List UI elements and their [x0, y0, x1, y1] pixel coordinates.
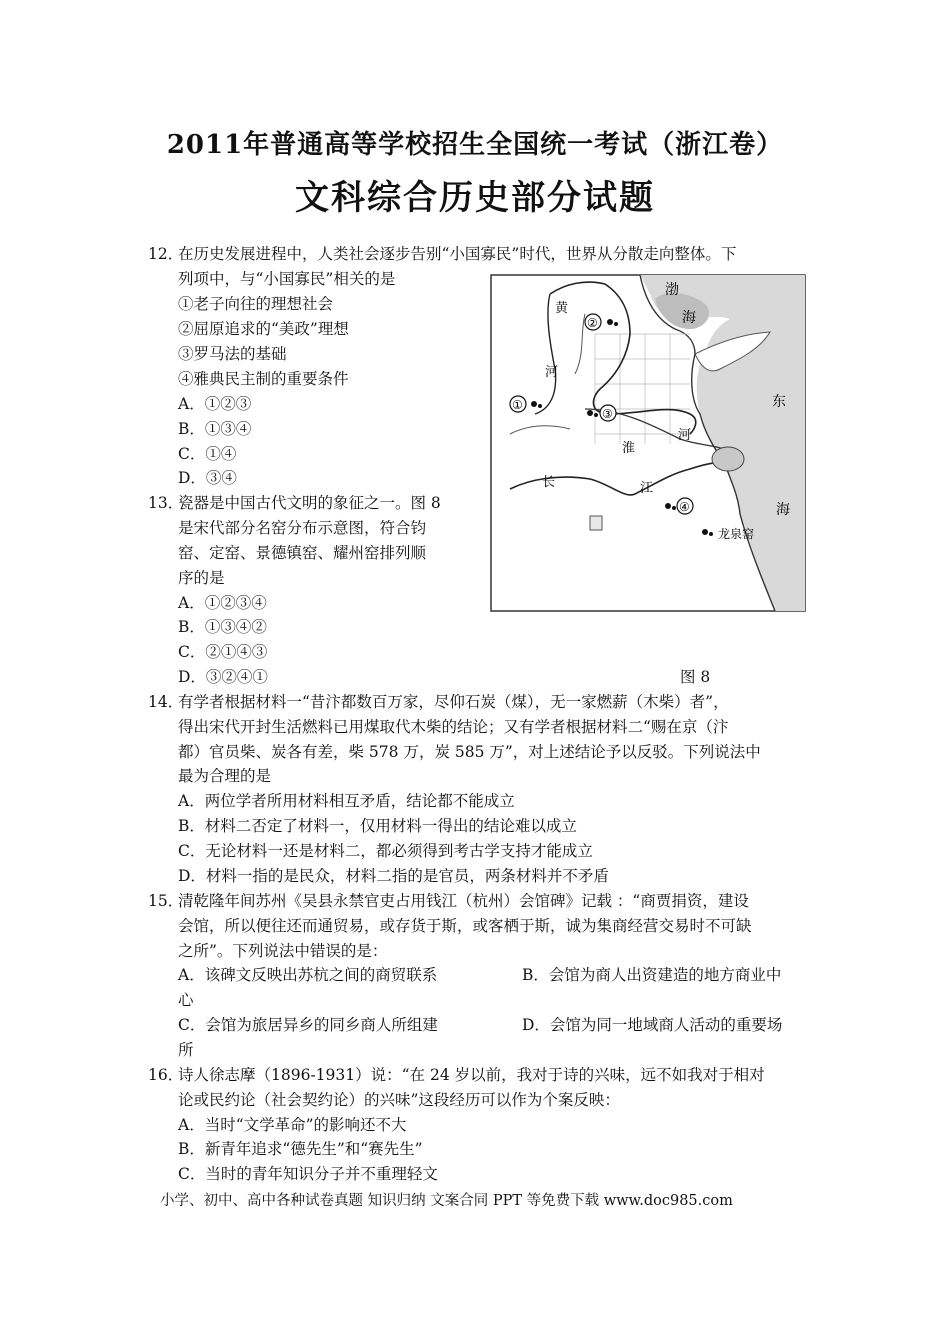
- q13-option: B．①③④②: [178, 618, 267, 636]
- map-label: 海: [776, 502, 790, 518]
- q15-option: A．该碑文反映出苏杭之间的商贸联系: [178, 966, 438, 984]
- q16-option: C．当时的青年知识分子并不重理轻文: [178, 1165, 438, 1183]
- q12-stem-line: 在历史发展进程中，人类社会逐步告别“小国寡民”时代，世界从分散走向整体。下: [178, 245, 737, 263]
- q12-number: 12．: [148, 245, 184, 263]
- q12-option: A．①②③: [178, 395, 252, 413]
- map-label: 河: [545, 365, 559, 380]
- q13-stem-line: 是宋代部分名窑分布示意图，符合钧: [178, 519, 427, 537]
- q16-stem-line: 诗人徐志摩（1896-1931）说：“在 24 岁以前，我对于诗的兴味，远不如我对于相对: [178, 1066, 765, 1084]
- q15-option: D．会馆为同一地域商人活动的重要场: [522, 1016, 783, 1034]
- q15-stem-line: 清乾隆年间苏州《吴县永禁官吏占用钱江（杭州）会馆碑》记载 ：“商贾捐资，建设: [178, 892, 749, 910]
- kiln-map: [490, 274, 806, 612]
- q14-option: B．材料二否定了材料一，仅用材料一得出的结论难以成立: [178, 817, 577, 835]
- q14-number: 14．: [148, 693, 184, 711]
- figure-label: 图 8: [680, 668, 711, 686]
- map-marker-label: ①: [512, 398, 523, 412]
- q12-item: ①老子向往的理想社会: [178, 295, 334, 313]
- q12-stem-line: 列项中，与“小国寡民”相关的是: [178, 270, 396, 288]
- q12-option: D．③④: [178, 469, 237, 487]
- map-label: 龙泉窑: [718, 527, 755, 541]
- q14-stem-line: 得出宋代开封生活燃料已用煤取代木柴的结论；又有学者根据材料二“赐在京（汴: [178, 718, 729, 736]
- q12-option: C．①④: [178, 445, 237, 463]
- map-marker-label: ②: [587, 316, 598, 330]
- q13-option: C．②①④③: [178, 643, 268, 661]
- map-label: 渤: [665, 282, 679, 298]
- q16-option: A．当时“文学革命”的影响还不大: [178, 1116, 407, 1134]
- q15-number: 15．: [148, 892, 184, 910]
- map-label: 河: [678, 428, 692, 443]
- q14-stem-line: 有学者根据材料一“昔汴都数百万家，尽仰石炭（煤），无一家燃薪（木柴）者”，: [178, 693, 729, 711]
- map-label: 江: [640, 481, 654, 496]
- q12-item: ②屈原追求的“美政”理想: [178, 320, 349, 338]
- q13-stem-line: 窑、定窑、景德镇窑、耀州窑排列顺: [178, 544, 427, 562]
- q13-option: A．①②③④: [178, 594, 267, 612]
- q15-option-cont: 心: [178, 991, 194, 1009]
- q14-option: C．无论材料一还是材料二，都必须得到考古学支持才能成立: [178, 842, 593, 860]
- map-label: 黄: [555, 301, 569, 316]
- map-label: 东: [772, 394, 786, 410]
- q15-option-cont: 所: [178, 1041, 194, 1059]
- map-label: 淮: [622, 441, 636, 456]
- q15-option: B．会馆为商人出资建造的地方商业中: [522, 966, 782, 984]
- q16-option: B．新青年追求“德先生”和“赛先生”: [178, 1140, 423, 1158]
- q15-stem-line: 之所”。下列说法中错误的是：: [178, 942, 388, 960]
- page-footer[interactable]: 小学、初中、高中各种试卷真题 知识归纳 文案合同 PPT 等免费下载 www.doc985.com: [160, 1193, 733, 1209]
- page-title: 2011年普通高等学校招生全国统一考试（浙江卷）: [166, 130, 784, 160]
- q13-stem-line: 序的是: [178, 569, 225, 587]
- q12-item: ③罗马法的基础: [178, 345, 287, 363]
- q12-option: B．①③④: [178, 420, 252, 438]
- q12-item: ④雅典民主制的重要条件: [178, 370, 349, 388]
- map-label: 海: [682, 310, 696, 326]
- q15-option: C．会馆为旅居异乡的同乡商人所组建: [178, 1016, 438, 1034]
- map-label: 长: [542, 475, 556, 490]
- page-subtitle: 文科综合历史部分试题: [295, 178, 655, 218]
- q14-stem-line: 最为合理的是: [178, 767, 272, 785]
- q13-stem-line: 瓷器是中国古代文明的象征之一。图 8: [178, 494, 441, 512]
- q13-option: D．③②④①: [178, 668, 268, 686]
- q13-number: 13．: [148, 494, 184, 512]
- q16-stem-line: 论或民约论（社会契约论）的兴味”这段经历可以作为个案反映：: [178, 1091, 620, 1109]
- map-marker-label: ④: [679, 500, 690, 514]
- q16-number: 16．: [148, 1066, 184, 1084]
- q14-option: D．材料一指的是民众，材料二指的是官员，两条材料并不矛盾: [178, 867, 609, 885]
- q14-stem-line: 都）官员柴、炭各有差，柴 578 万，炭 585 万”，对上述结论予以反驳。下列说法中: [178, 743, 761, 761]
- q14-option: A．两位学者所用材料相互矛盾，结论都不能成立: [178, 792, 515, 810]
- map-marker-label: ③: [602, 407, 613, 421]
- q15-stem-line: 会馆，所以便往还而通贸易，或存货于斯，或客栖于斯，诚为集商经营交易时不可缺: [178, 917, 752, 935]
